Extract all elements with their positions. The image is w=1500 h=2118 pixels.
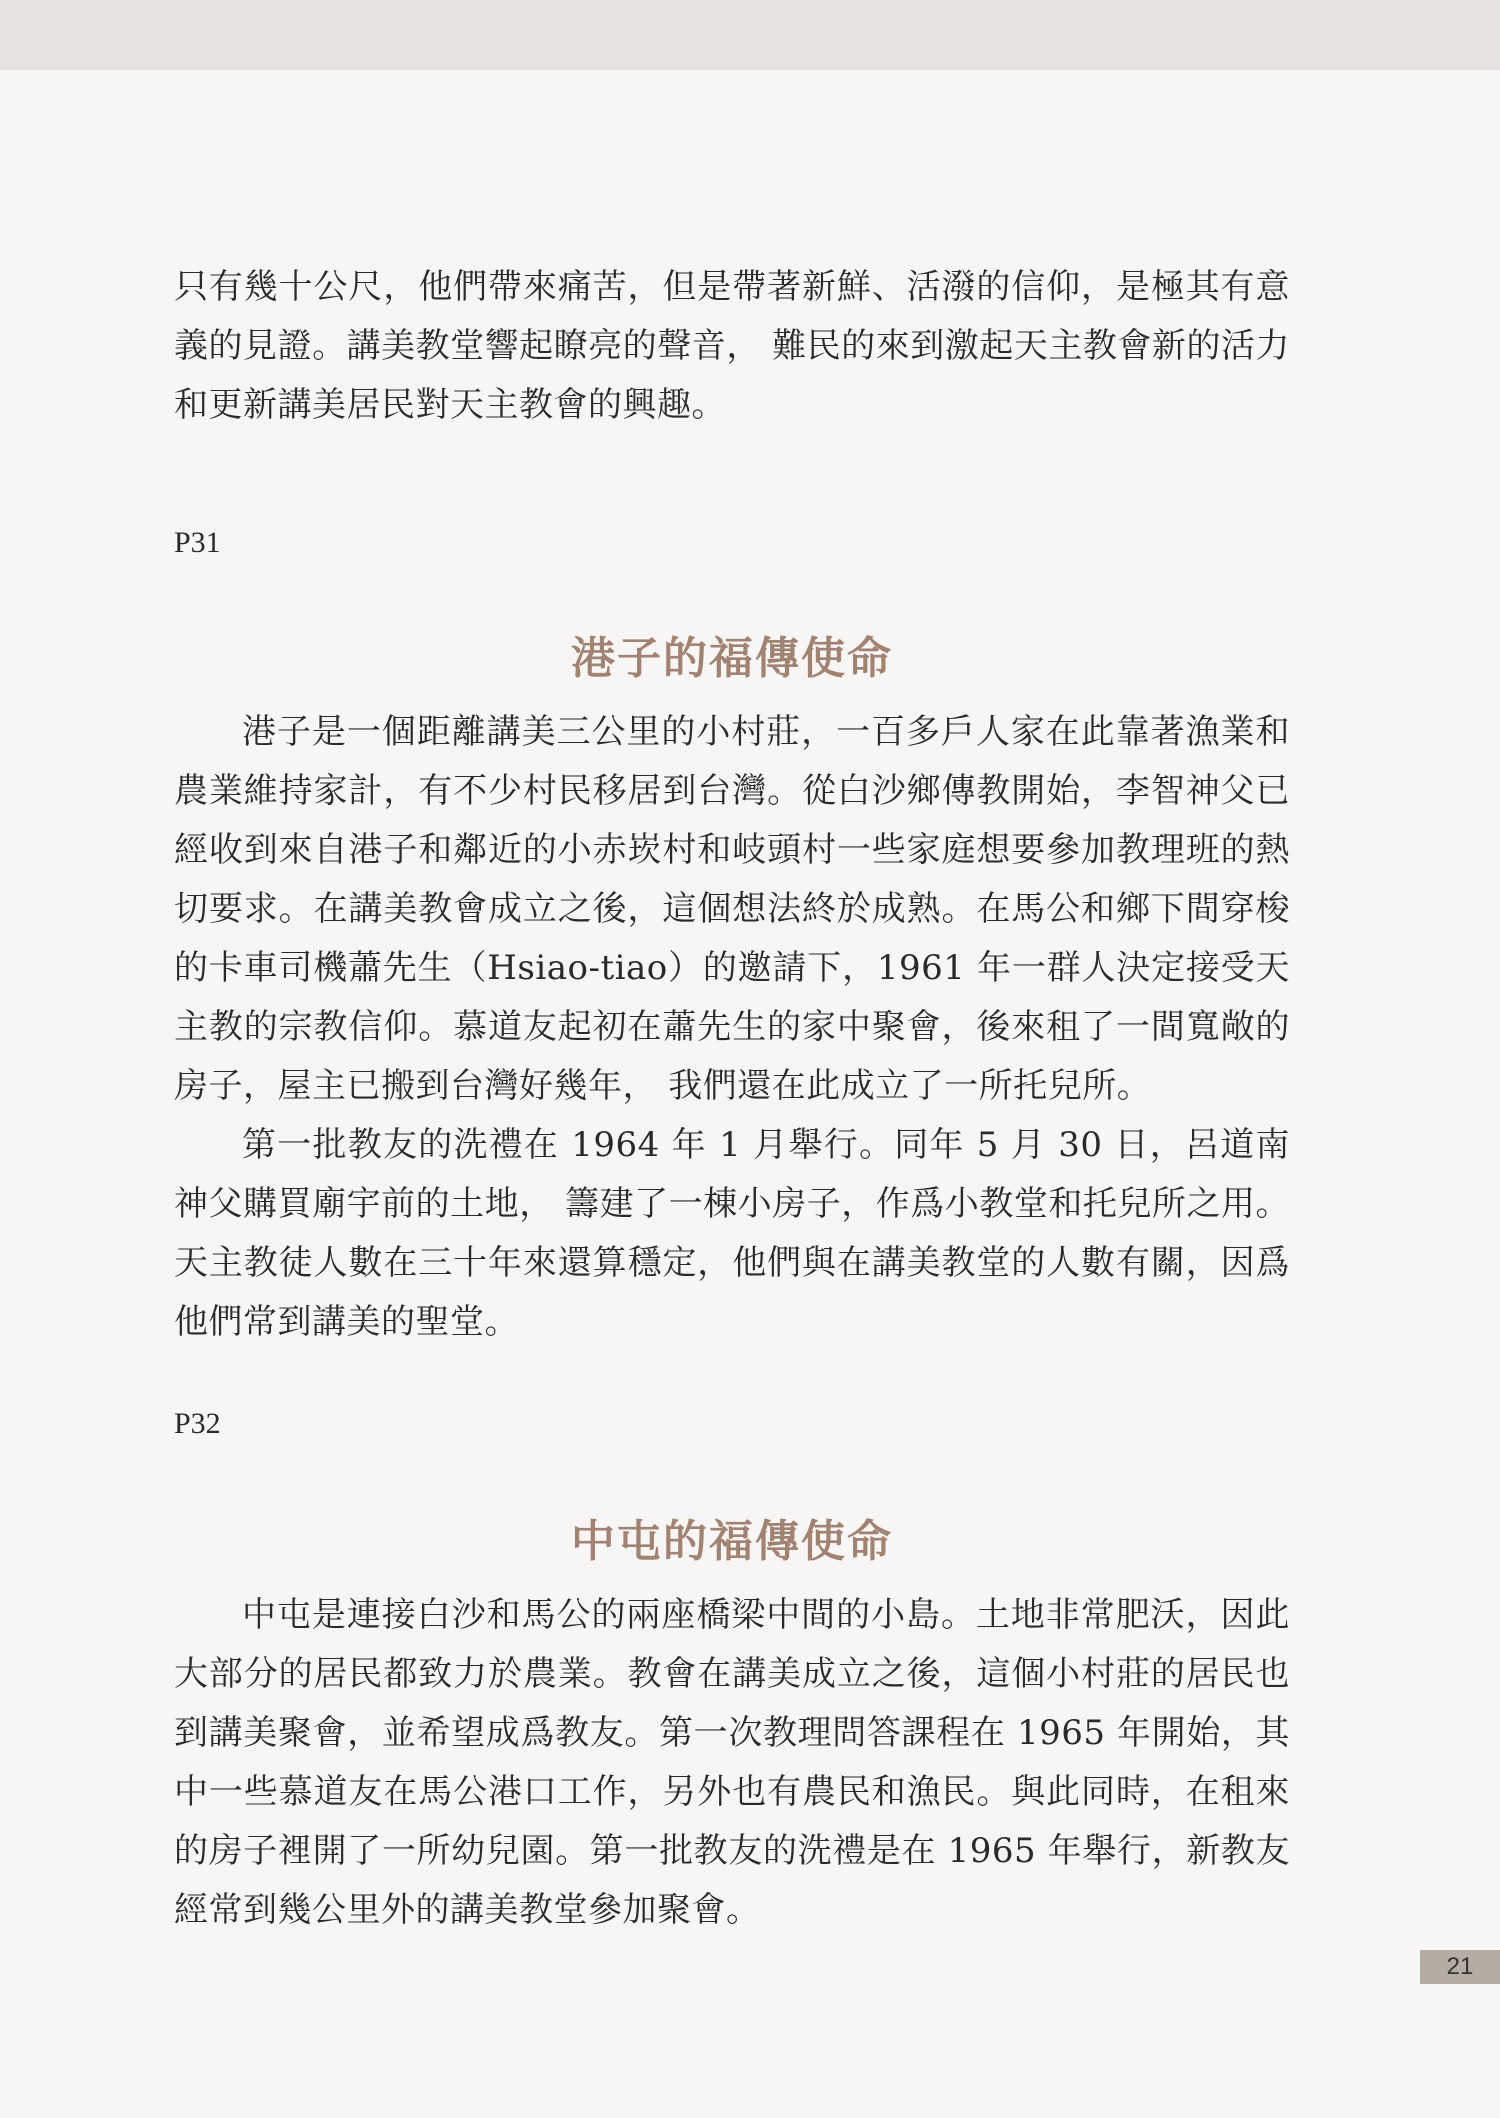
page-ref-p32: P32 — [174, 1407, 221, 1440]
page-content — [174, 258, 1290, 1940]
continuation-paragraph: 只有幾十公尺，他們帶來痛苦，但是帶著新鮮、活潑的信仰，是極其有意義的見證。講美教堂響起瞭亮的聲音， 難民的來到激起天主教會新的活力和更新講美居民對天主教會的興趣。 — [174, 267, 1290, 425]
page-ref-p31: P31 — [174, 526, 221, 559]
section-paragraph: 中屯是連接白沙和馬公的兩座橋梁中間的小島。土地非常肥沃，因此大部分的居民都致力於農業。教會在講美成立之後，這個小村莊的居民也到講美聚會，並希望成爲教友。第一次教理問答課程在 1965 年開始，其中一些慕道友在馬公港口工作，另外也有農民和漁民。與此同時，在租來的房子裡開了一所幼兒園。第一批教友的洗禮是在 1965 年舉行，新教友經常到幾公里外的講美教堂參加聚會。 — [174, 1595, 1290, 1930]
page-number: 21 — [1420, 1950, 1500, 1984]
section-heading-zhongtun: 中屯的福傳使命 — [571, 1516, 893, 1567]
top-band — [0, 0, 1500, 70]
section-paragraph: 港子是一個距離講美三公里的小村莊，一百多戶人家在此靠著漁業和農業維持家計，有不少村民移居到台灣。從白沙鄉傳教開始，李智神父已經收到來自港子和鄰近的小赤崁村和岐頭村一些家庭想要參加教理班的熱切要求。在講美教會成立之後，這個想法終於成熟。在馬公和鄉下間穿梭的卡車司機蕭先生（Hsiao-tiao）的邀請下，1961 年一群人決定接受天主教的宗教信仰。慕道友起初在蕭先生的家中聚會，後來租了一間寬敞的房子，屋主已搬到台灣好幾年， 我們還在此成立了一所托兒所。 — [174, 712, 1290, 1106]
section-heading-gangzi: 港子的福傳使命 — [571, 633, 893, 684]
section-paragraph: 第一批教友的洗禮在 1964 年 1 月舉行。同年 5 月 30 日，呂道南神父購買廟宇前的土地， 籌建了一棟小房子，作爲小教堂和托兒所之用。天主教徒人數在三十年來還算穩定，他們與在講美教堂的人數有關，因爲他們常到講美的聖堂。 — [174, 1125, 1290, 1342]
